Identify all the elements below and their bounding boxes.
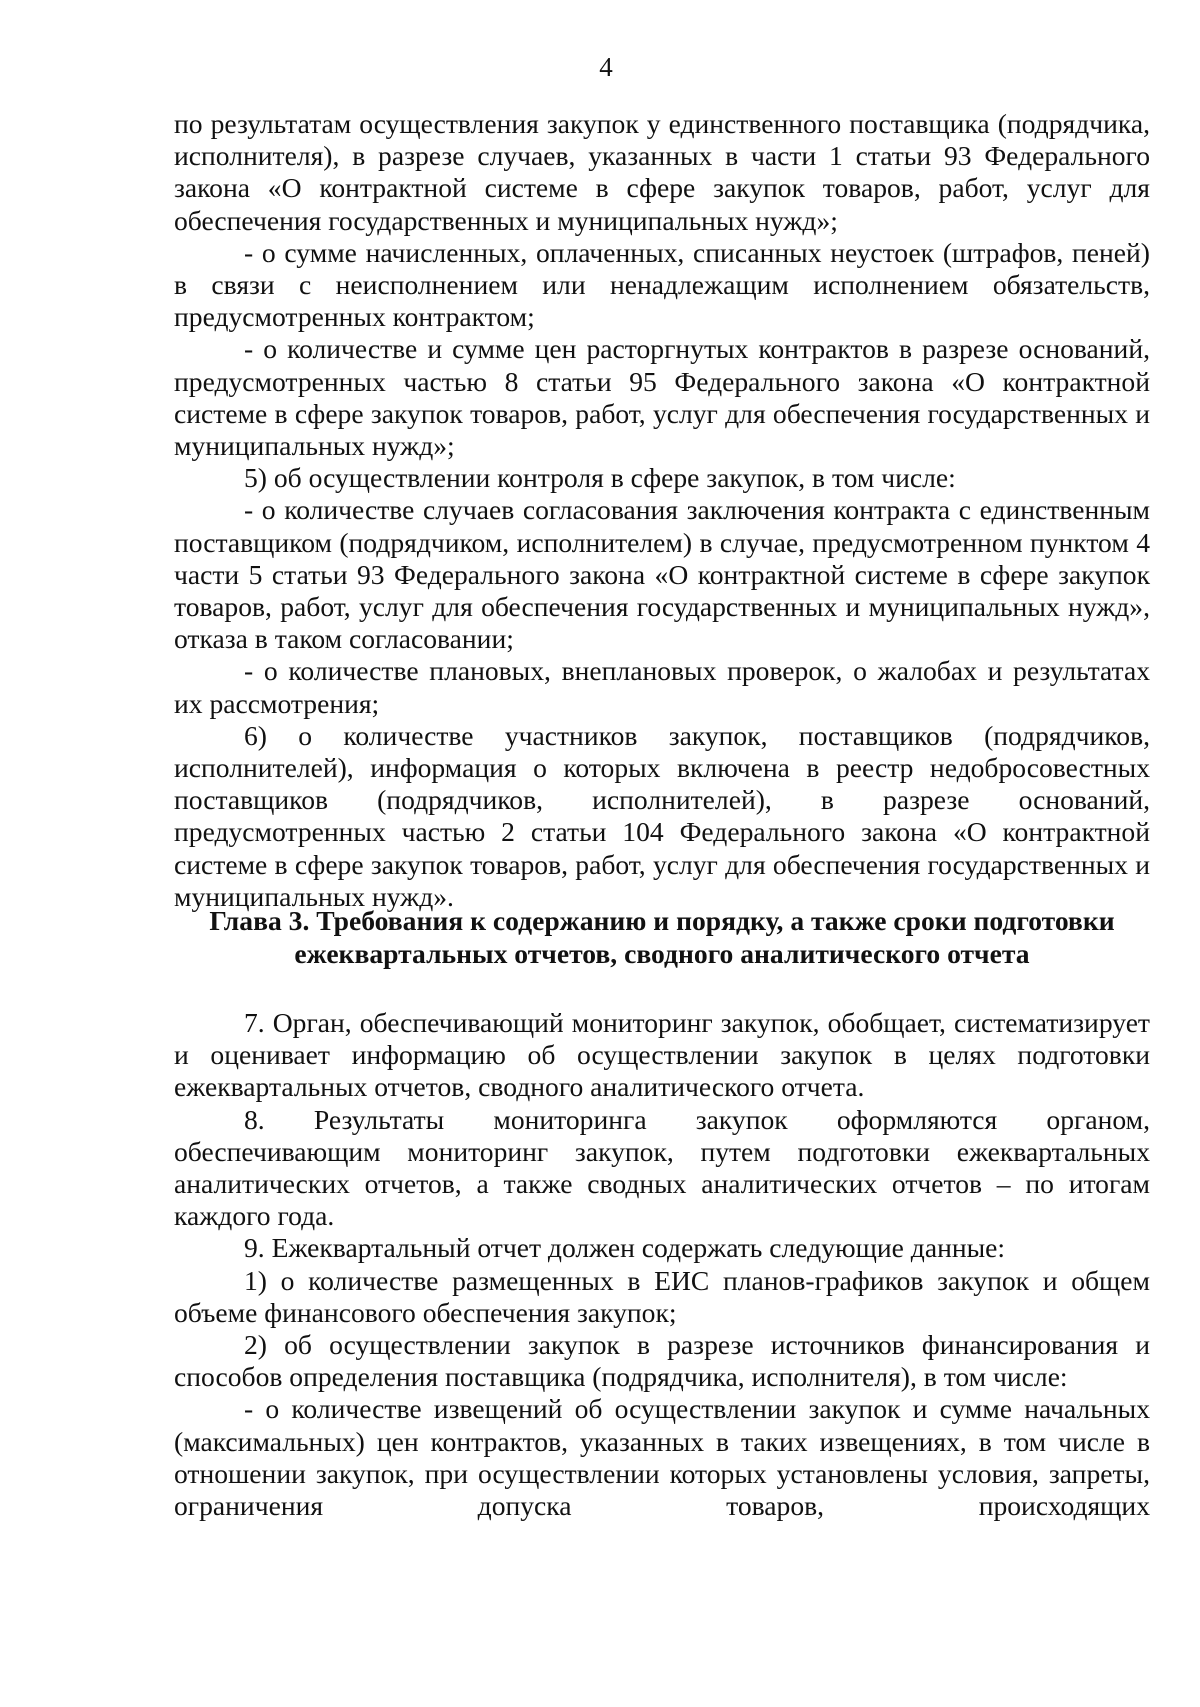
paragraph-item-7: 7. Орган, обеспечивающий мониторинг закупок, обобщает, систематизирует и оценивает информацию об осуществлении закупок в целях подготовки ежеквартальных отчетов, сводного аналитического отчета. — [174, 1007, 1150, 1103]
paragraph-item-6: 6) о количестве участников закупок, поставщиков (подрядчиков, исполнителей), информация о которых включена в реестр недобросовестных поставщиков (подрядчиков, исполнителей), в разрезе оснований, предусмотренных частью 2 статьи 104 Федерального закона «О контрактной системе в сфере закупок товаров, работ, услуг для обеспечения государственных и муниципальных нужд». — [174, 719, 1150, 912]
section-continuation — [174, 108, 1150, 913]
paragraph-notices: - о количестве извещений об осуществлении закупок и сумме начальных (максимальных) цен контрактов, указанных в таких извещениях, в том числе в отношении закупок, при осуществлении которых установлены условия, запреты, ограничения допуска товаров, происходящих — [174, 1393, 1150, 1522]
chapter-3-body — [174, 1007, 1150, 1522]
paragraph-item-5: 5) об осуществлении контроля в сфере закупок, в том числе: — [244, 462, 956, 494]
paragraph-item-9: 9. Ежеквартальный отчет должен содержать следующие данные: — [244, 1232, 1006, 1264]
chapter-heading-line-1: Глава 3. Требования к содержанию и порядку, а также сроки подготовки — [209, 905, 1115, 936]
paragraph-inspections: - о количестве плановых, внеплановых проверок, о жалобах и результатах их рассмотрения; — [174, 655, 1150, 719]
page-number: 4 — [599, 52, 613, 82]
paragraph-terminated-contracts: - о количестве и сумме цен расторгнутых контрактов в разрезе оснований, предусмотренных частью 8 статьи 95 Федерального закона «О контрактной системе в сфере закупок товаров, работ, услуг для обеспечения государственных и муниципальных нужд»; — [174, 333, 1150, 462]
paragraph-subitem-2: 2) об осуществлении закупок в разрезе источников финансирования и способов определения поставщика (подрядчика, исполнителя), в том числе: — [174, 1329, 1150, 1393]
paragraph-item-8: 8. Результаты мониторинга закупок оформляются органом, обеспечивающим мониторинг закупок, путем подготовки ежеквартальных аналитических отчетов, а также сводных аналитических отчетов – по итогам каждого года. — [174, 1103, 1150, 1232]
paragraph-sole-supplier: по результатам осуществления закупок у единственного поставщика (подрядчика, исполнителя), в разрезе случаев, указанных в части 1 статьи 93 Федерального закона «О контрактной системе в сфере закупок товаров, работ, услуг для обеспечения государственных и муниципальных нужд»; — [174, 108, 1150, 236]
chapter-heading-line-2: ежеквартальных отчетов, сводного аналитического отчета — [294, 938, 1030, 969]
paragraph-subitem-1: 1) о количестве размещенных в ЕИС планов-графиков закупок и общем объеме финансового обеспечения закупок; — [174, 1264, 1150, 1328]
chapter-3-heading — [174, 904, 1150, 970]
paragraph-approval-cases: - о количестве случаев согласования заключения контракта с единственным поставщиком (подрядчиком, исполнителем) в случае, предусмотренном пунктом 4 части 5 статьи 93 Федерального закона «О контрактной системе в сфере закупок товаров, работ, услуг для обеспечения государственных и муниципальных нужд», отказа в таком согласовании; — [174, 494, 1150, 655]
paragraph-penalties: - о сумме начисленных, оплаченных, списанных неустоек (штрафов, пеней) в связи с неисполнением или ненадлежащим исполнением обязательств, предусмотренных контрактом; — [174, 236, 1150, 333]
